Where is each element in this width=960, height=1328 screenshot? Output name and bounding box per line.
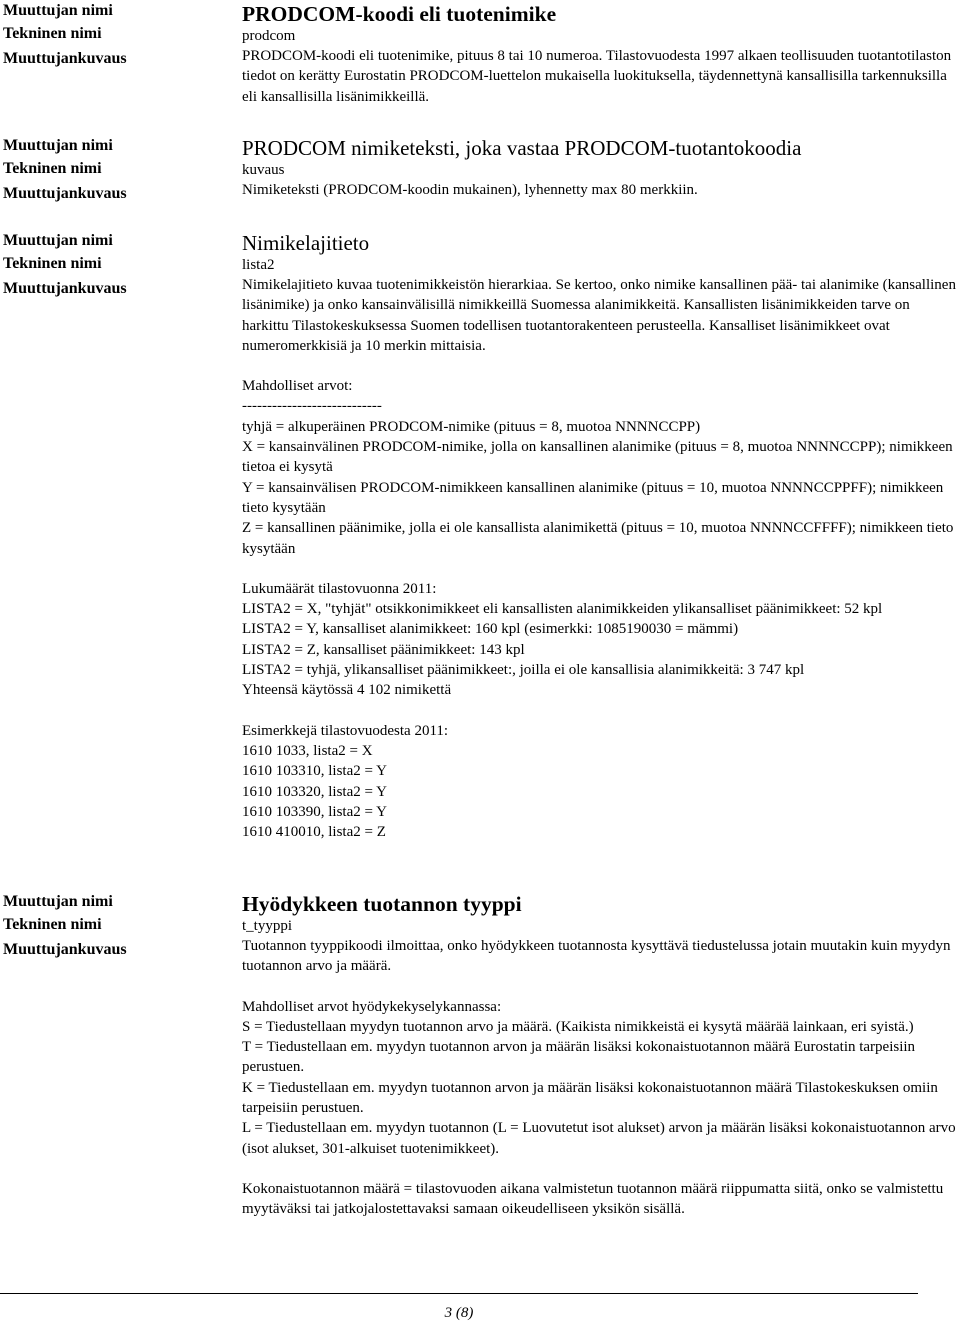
count-item: LISTA2 = Y, kansalliset alanimikkeet: 160 kpl (esimerkki: 1085190030 = mämmi) — [242, 621, 739, 638]
label-modifier-name: Muuttujan nimi — [3, 2, 113, 19]
label-modifier-name: Muuttujan nimi — [3, 893, 113, 910]
variable-title: Hyödykkeen tuotannon tyyppi — [242, 892, 522, 916]
count-item: LISTA2 = Z, kansalliset päänimikkeet: 143 kpl — [242, 641, 525, 658]
counts-heading: Lukumäärät tilastovuonna 2011: — [242, 580, 437, 597]
variable-labels — [3, 1, 235, 69]
variable-title: PRODCOM nimiketeksti, joka vastaa PRODCOM-tuotantokoodia — [242, 136, 802, 160]
example-item: 1610 103310, lista2 = Y — [242, 763, 387, 780]
example-item: 1610 103390, lista2 = Y — [242, 803, 387, 820]
possible-values-heading: Mahdolliset arvot: — [242, 378, 353, 395]
variable-technical-name: t_tyyppi — [242, 918, 293, 934]
label-technical-name: Tekninen nimi — [3, 255, 102, 272]
possible-value-item: tyhjä = alkuperäinen PRODCOM-nimike (pituus = 8, muotoa NNNNCCPP) — [242, 418, 701, 435]
count-item: LISTA2 = tyhjä, ylikansalliset päänimikkeet:, joilla ei ole kansallisia alanimikkeitä: 3 747 kpl — [242, 662, 805, 679]
label-technical-name: Tekninen nimi — [3, 916, 102, 933]
label-description: Muuttujankuvaus — [3, 185, 127, 202]
possible-values-heading: Mahdolliset arvot hyödykekyselykannassa: — [242, 998, 502, 1015]
example-item: 1610 1033, lista2 = X — [242, 742, 373, 759]
possible-value-item: S = Tiedustellaan myydyn tuotannon arvo ja määrä. (Kaikista nimikkeistä ei kysytä määrää lainkaan, eri syistä.) — [242, 1018, 914, 1035]
variable-description: PRODCOM-koodi eli tuotenimike, pituus 8 tai 10 numeroa. Tilastovuodesta 1997 alkaen teollisuuden tuotantotilaston tiedot on kerätty Eurostatin PRODCOM-luettelon mukaisella luokituksella, täydennettynä kansallisilla tarkennuksilla eli kansallisilla lisänimikkeillä. — [242, 48, 952, 105]
variable-labels — [3, 892, 235, 960]
label-modifier-name: Muuttujan nimi — [3, 137, 113, 154]
variable-title: Nimikelajitieto — [242, 231, 370, 255]
label-modifier-name: Muuttujan nimi — [3, 232, 113, 249]
possible-value-item: Z = kansallinen päänimike, jolla ei ole kansallista alanimikettä (pituus = 10, muotoa NNNNCCFFFF); nimikkeen tieto kysytään — [242, 520, 954, 557]
label-description: Muuttujankuvaus — [3, 941, 127, 958]
separator: ---------------------------- — [242, 398, 382, 415]
count-item: Yhteensä käytössä 4 102 nimikettä — [242, 682, 452, 699]
example-item: 1610 410010, lista2 = Z — [242, 824, 386, 841]
variable-content — [242, 136, 958, 200]
label-technical-name: Tekninen nimi — [3, 25, 102, 42]
possible-value-item: T = Tiedustellaan em. myydyn tuotannon arvon ja määrän lisäksi kokonaistuotannon määrä Eurostatin tarpeisiin perustuen. — [242, 1039, 916, 1076]
example-item: 1610 103320, lista2 = Y — [242, 783, 387, 800]
variable-labels — [3, 136, 235, 204]
variable-content — [242, 892, 958, 1220]
variable-description: Nimiketeksti (PRODCOM-koodin mukainen), lyhennetty max 80 merkkiin. — [242, 182, 698, 198]
variable-title: PRODCOM-koodi eli tuotenimike — [242, 2, 557, 26]
variable-note: Kokonaistuotannon määrä = tilastovuoden aikana valmistetun tuotannon määrä riippumatta siitä, onko se valmistettu myytäväksi tai jatkojalostettavaksi samaan oikeudelliseen yksikön sisällä. — [242, 1180, 944, 1218]
label-technical-name: Tekninen nimi — [3, 160, 102, 177]
variable-content — [242, 231, 958, 842]
variable-technical-name: prodcom — [242, 28, 296, 44]
variable-content — [242, 2, 958, 107]
variable-labels — [3, 231, 235, 299]
footer-divider — [0, 1293, 918, 1294]
variable-technical-name: kuvaus — [242, 162, 285, 178]
examples-heading: Esimerkkejä tilastovuodesta 2011: — [242, 722, 449, 739]
possible-value-item: Y = kansainvälisen PRODCOM-nimikkeen kansallinen alanimike (pituus = 10, muotoa NNNNCCPPFF); nimikkeen tieto kysytään — [242, 479, 944, 516]
possible-value-item: K = Tiedustellaan em. myydyn tuotannon arvon ja määrän lisäksi kokonaistuotannon määrä Tilastokeskuksen omiin tarpeisiin perustuen. — [242, 1079, 938, 1117]
possible-value-item: X = kansainvälinen PRODCOM-nimike, jolla on kansallinen alanimike (pituus = 8, muotoa NNNNCCPP); nimikkeen tietoa ei kysytä — [242, 439, 953, 476]
label-description: Muuttujankuvaus — [3, 280, 127, 297]
variable-description: Tuotannon tyyppikoodi ilmoittaa, onko hyödykkeen tuotannosta kysyttävä tiedustelussa jotain muutakin kuin myydyn tuotannon arvo ja määrä. — [242, 938, 951, 975]
variable-description: Nimikelajitieto kuvaa tuotenimikkeistön hierarkiaa. Se kertoo, onko nimike kansallinen pää- tai alanimike (kansallinen lisänimike) ja onko kansainvälisillä nimikkeillä Suomessa alanimikkeitä. Kansallisten lisänimikkeiden tarve on harkittu Tilastokeskuksessa Suomen todellisen tuotantorakenteen perusteella. Kansalliset lisänimikkeet ovat numeromerkkisiä ja 10 merkin mittaisia. — [242, 277, 956, 354]
possible-value-item: L = Tiedustellaan em. myydyn tuotannon (L = Luovutetut isot alukset) arvon ja määrän lisäksi kokonaistuotannon arvo (isot alukset, 301-alkuiset tuotenimikkeet). — [242, 1120, 956, 1157]
variable-technical-name: lista2 — [242, 257, 275, 273]
count-item: LISTA2 = X, "tyhjät" otsikkonimikkeet eli kansallisten alanimikkeiden ylikansalliset päänimikkeet: 52 kpl — [242, 601, 883, 618]
label-description: Muuttujankuvaus — [3, 50, 127, 67]
page-number: 3 (8) — [444, 1305, 474, 1321]
